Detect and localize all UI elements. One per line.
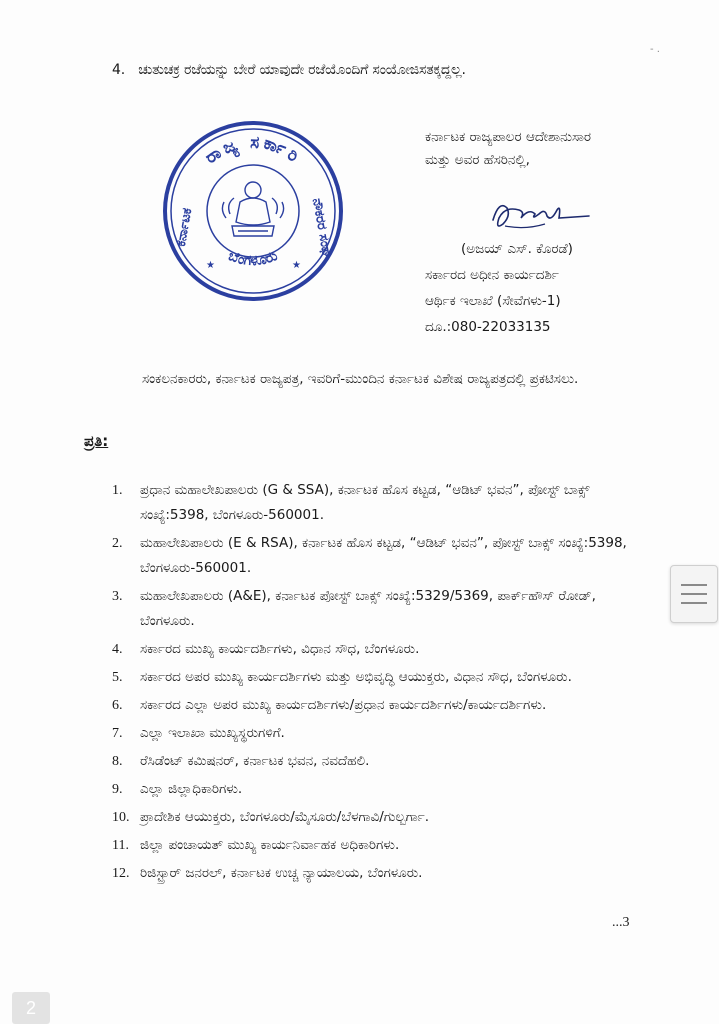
list-item — [112, 721, 652, 746]
svg-text:ಬೆಂಗಳೂರು — [226, 248, 280, 270]
list-item-number: 4. — [112, 642, 123, 657]
list-item-text: ಸರ್ಕಾರದ ಮುಖ್ಯ ಕಾರ್ಯದರ್ಶಿಗಳು, ವಿಧಾನ ಸೌಧ, ಬೆಂಗಳೂರು. — [140, 641, 420, 657]
list-item-number: 11. — [112, 838, 129, 853]
list-item — [112, 861, 652, 886]
menu-line — [681, 593, 707, 595]
list-item-text: ಸರ್ಕಾರದ ಎಲ್ಲಾ ಅಪರ ಮುಖ್ಯ ಕಾರ್ಯದರ್ಶಿಗಳು/ಪ್ರಧಾನ ಕಾರ್ಯದರ್ಶಿಗಳು/ಕಾರ್ಯದರ್ಶಿಗಳು. — [140, 697, 547, 713]
list-item — [112, 665, 652, 690]
signatory-department: ಆರ್ಥಿಕ ಇಲಾಖೆ (ಸೇವೆಗಳು-1) — [425, 293, 561, 309]
list-item-text: ಪ್ರಧಾನ ಮಹಾಲೇಖಪಾಲರು (G & SSA), ಕರ್ನಾಟಕ ಹೊಸ ಕಟ್ಟಡ, “ಆಡಿಟ್ ಭವನ”, ಪೋಸ್ಟ್ ಬಾಕ್ಸ್ ಸಂಖ್ಯೆ:5398, ಬೆಂಗಳೂರು-560001. — [140, 482, 590, 523]
list-item — [112, 478, 652, 528]
list-item — [112, 693, 652, 718]
seal-star-left: ★ — [206, 260, 215, 271]
list-item-number: 7. — [112, 726, 123, 741]
compiler-instruction: ಸಂಕಲನಕಾರರು, ಕರ್ನಾಟಕ ರಾಜ್ಯಪತ್ರ, ಇವರಿಗೆ-ಮುಂದಿನ ಕರ್ನಾಟಕ ವಿಶೇಷ ರಾಜ್ಯಪತ್ರದಲ್ಲಿ ಪ್ರಕಟಿಸಲು. — [142, 371, 579, 387]
list-item-text: ರೆಸಿಡೆಂಟ್ ಕಮಿಷನರ್, ಕರ್ನಾಟಕ ಭವನ, ನವದೆಹಲಿ. — [140, 753, 370, 769]
list-item-text: ಎಲ್ಲಾ ಜಿಲ್ಲಾಧಿಕಾರಿಗಳು. — [140, 781, 243, 797]
item-4-text: ಚುತುಚಕ್ರ ರಜೆಯನ್ನು ಬೇರೆ ಯಾವುದೇ ರಜೆಯೊಂದಿಗೆ ಸಂಯೋಜಿಸತಕ್ಕದ್ದಲ್ಲ. — [138, 62, 466, 78]
list-item-number: 12. — [112, 866, 130, 881]
list-item-text: ಎಲ್ಲಾ ಇಲಾಖಾ ಮುಖ್ಯಸ್ಥರುಗಳಿಗೆ. — [140, 725, 285, 741]
list-item-number: 1. — [112, 483, 123, 498]
copy-list — [112, 478, 652, 889]
handwritten-signature — [485, 190, 595, 240]
copy-heading: ಪ್ರತಿ: — [84, 432, 109, 450]
list-item-text: ಜಿಲ್ಲಾ ಪಂಚಾಯತ್ ಮುಖ್ಯ ಕಾರ್ಯನಿರ್ವಾಹಕ ಅಧಿಕಾರಿಗಳು. — [140, 837, 400, 853]
official-seal — [160, 118, 346, 304]
list-item — [112, 833, 652, 858]
item-4 — [112, 62, 466, 78]
list-item-text: ರಿಜಿಸ್ಟ್ರಾರ್ ಜನರಲ್, ಕರ್ನಾಟಕ ಉಚ್ಚ ನ್ಯಾಯಾಲಯ, ಬೆಂಗಳೂರು. — [140, 865, 423, 881]
hamburger-menu-icon[interactable] — [670, 565, 718, 623]
seal-star-right: ★ — [292, 260, 301, 271]
page-continuation: ...3 — [612, 915, 630, 930]
menu-line — [681, 602, 707, 604]
list-item — [112, 531, 652, 581]
list-item-number: 5. — [112, 670, 123, 685]
menu-line — [681, 584, 707, 586]
authority-line-2: ಮತ್ತು ಅವರ ಹೆಸರಿನಲ್ಲಿ, — [425, 152, 530, 168]
signatory-name: (ಅಜಯ್ ಎಸ್. ಕೊರಡೆ) — [461, 241, 573, 257]
item-4-number: 4. — [112, 62, 125, 78]
seal-emblem-icon — [222, 182, 283, 236]
list-item-number: 6. — [112, 698, 123, 713]
list-item-text: ಸರ್ಕಾರದ ಅಪರ ಮುಖ್ಯ ಕಾರ್ಯದರ್ಶಿಗಳು ಮತ್ತು ಅಭಿವೃದ್ಧಿ ಆಯುಕ್ತರು, ವಿಧಾನ ಸೌಧ, ಬೆಂಗಳೂರು. — [140, 669, 572, 685]
list-item — [112, 777, 652, 802]
seal-bottom-text: ಬೆಂಗಳೂರು — [226, 247, 280, 270]
list-item-text: ಪ್ರಾದೇಶಿಕ ಆಯುಕ್ತರು, ಬೆಂಗಳೂರು/ಮೈಸೂರು/ಬೆಳಗಾವಿ/ಗುಲ್ಬರ್ಗಾ. — [140, 809, 429, 825]
list-item-number: 3. — [112, 589, 123, 604]
authority-line-1: ಕರ್ನಾಟಕ ರಾಜ್ಯಪಾಲರ ಆದೇಶಾನುಸಾರ — [425, 129, 592, 145]
seal-right-text: ನೌಕರರ ಸಂಘ — [308, 197, 334, 258]
seal-top-text: ರಾಜ್ಯ ಸರ್ಕಾರಿ — [201, 132, 305, 169]
signatory-designation: ಸರ್ಕಾರದ ಅಧೀನ ಕಾರ್ಯದರ್ಶಿ — [425, 267, 559, 283]
list-item-number: 2. — [112, 536, 123, 551]
seal-left-text: ಕರ್ನಾಟಕ — [173, 207, 196, 248]
list-item-text: ಮಹಾಲೇಖಪಾಲರು (E & RSA), ಕರ್ನಾಟಕ ಹೊಸ ಕಟ್ಟಡ, “ಆಡಿಟ್ ಭವನ”, ಪೋಸ್ಟ್ ಬಾಕ್ಸ್ ಸಂಖ್ಯೆ:5398, ಬೆಂಗಳೂರು-560001. — [140, 535, 627, 576]
list-item — [112, 584, 652, 634]
page-number-badge: 2 — [12, 992, 50, 1024]
signature-authority — [425, 126, 685, 172]
list-item — [112, 749, 652, 774]
signatory-details — [425, 236, 685, 340]
list-item — [112, 805, 652, 830]
signatory-phone: ದೂ.:080-22033135 — [425, 319, 551, 335]
scan-speck: - . — [650, 44, 660, 55]
list-item-text: ಮಹಾಲೇಖಪಾಲರು (A&E), ಕರ್ನಾಟಕ ಪೋಸ್ಟ್ ಬಾಕ್ಸ್ ಸಂಖ್ಯೆ:5329/5369, ಪಾರ್ಕ್‌ಹೌಸ್ ರೋಡ್, ಬೆಂಗಳೂರು. — [140, 588, 596, 629]
list-item-number: 8. — [112, 754, 123, 769]
list-item — [112, 637, 652, 662]
list-item-number: 9. — [112, 782, 123, 797]
list-item-number: 10. — [112, 810, 130, 825]
